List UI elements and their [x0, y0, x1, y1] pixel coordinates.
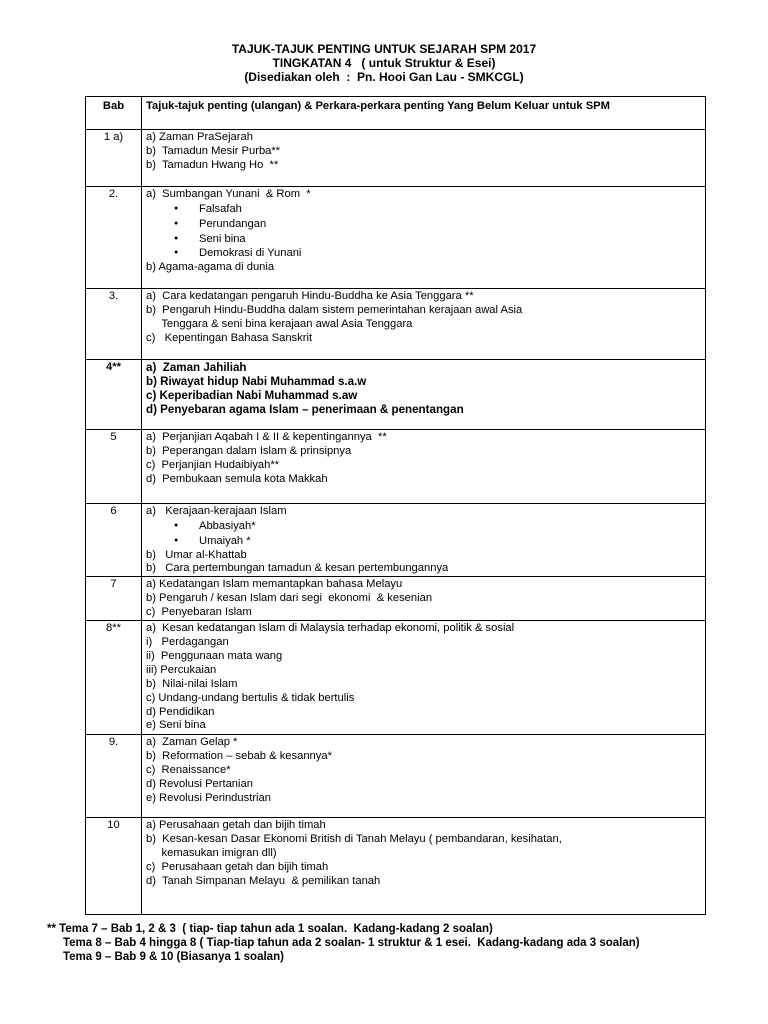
bullet-item: ● Demokrasi di Yunani [146, 246, 701, 261]
bab-number: 2. [86, 187, 142, 289]
topic-line: b) Riwayat hidup Nabi Muhammad s.a.w [146, 374, 367, 388]
column-header-bab: Bab [86, 97, 142, 130]
column-header-topics: Tajuk-tajuk penting (ulangan) & Perkara-perkara penting Yang Belum Keluar untuk SPM [142, 97, 706, 130]
topic-line: c) Perusahaan getah dan bijih timah [146, 860, 329, 873]
bab-number: 5 [86, 430, 142, 504]
topic-line: c) Perjanjian Hudaibiyah** [146, 458, 280, 471]
topic-line: i) Perdagangan [146, 635, 229, 648]
topic-line: b) Umar al-Khattab [146, 548, 247, 561]
bab-number: 9. [86, 735, 142, 818]
topic-line: c) Renaissance* [146, 763, 231, 776]
topic-line: c) Undang-undang bertulis & tidak bertulis [146, 691, 355, 704]
topic-cell [142, 818, 706, 915]
document-author: (Disediakan oleh : Pn. Hooi Gan Lau - SMKCGL) [244, 70, 524, 84]
topic-line: b) Cara pertembungan tamadun & kesan pertembungannya [146, 562, 449, 575]
table-row [86, 289, 706, 360]
topic-line: b) Tamadun Hwang Ho ** [146, 158, 279, 171]
topic-cell [142, 735, 706, 818]
bab-number: 4** [86, 360, 142, 430]
topic-line: a) Cara kedatangan pengaruh Hindu-Buddha ke Asia Tenggara ** [146, 290, 474, 302]
table-row [86, 735, 706, 818]
topic-line: b) Kesan-kesan Dasar Ekonomi British di Tanah Melayu ( pembandaran, kesihatan, [146, 832, 562, 845]
bab-number: 1 a) [86, 130, 142, 187]
topic-line: d) Tanah Simpanan Melayu & pemilikan tanah [146, 874, 381, 887]
table-row [86, 130, 706, 187]
topic-line: b) Agama-agama di dunia [146, 261, 275, 274]
topic-line: Tenggara & seni bina kerajaan awal Asia Tenggara [146, 317, 413, 330]
topic-line: b) Reformation – sebab & kesannya* [146, 749, 332, 762]
table-row [86, 504, 706, 577]
topic-cell [142, 577, 706, 621]
document-subtitle: TINGKATAN 4 ( untuk Struktur & Esei) [272, 56, 496, 70]
topic-line: d) Revolusi Pertanian [146, 777, 253, 790]
topic-line: iii) Percukaian [146, 663, 217, 676]
table-row [86, 360, 706, 430]
topic-line: a) Kedatangan Islam memantapkan bahasa Melayu [146, 578, 403, 591]
table-row [86, 430, 706, 504]
bab-number: 10 [86, 818, 142, 915]
topic-line: c) Keperibadian Nabi Muhammad s.aw [146, 388, 358, 402]
topic-line: a) Zaman Gelap * [146, 736, 238, 749]
document-title: TAJUK-TAJUK PENTING UNTUK SEJARAH SPM 2017 [231, 42, 537, 56]
topic-line: d) Pendidikan [146, 705, 215, 718]
topic-line: a) Zaman PraSejarah [146, 131, 253, 143]
topic-line: c) Penyebaran Islam [146, 606, 252, 619]
bullet-item: ● Umaiyah * [146, 534, 701, 549]
topic-line: d) Penyebaran agama Islam – penerimaan & penentangan [146, 402, 464, 416]
topic-line: e) Seni bina [146, 719, 206, 732]
topics-table [85, 96, 706, 915]
document-header [0, 42, 768, 84]
topic-line: a) Zaman Jahiliah [146, 361, 247, 374]
topic-line: c) Kepentingan Bahasa Sanskrit [146, 331, 313, 344]
topic-line: b) Peperangan dalam Islam & prinsipnya [146, 444, 352, 457]
bab-number: 8** [86, 621, 142, 735]
topic-line: b) Tamadun Mesir Purba** [146, 144, 281, 157]
table-body [86, 130, 706, 915]
topic-line: a) Kesan kedatangan Islam di Malaysia terhadap ekonomi, politik & sosial [146, 622, 515, 635]
topic-cell [142, 289, 706, 360]
topic-line: a) Kerajaan-kerajaan Islam [146, 505, 287, 517]
topic-line: a) Perjanjian Aqabah I & II & kepentingannya ** [146, 431, 387, 443]
topic-line: b) Nilai-nilai Islam [146, 677, 238, 690]
topic-line: b) Pengaruh Hindu-Buddha dalam sistem pemerintahan kerajaan awal Asia [146, 303, 523, 316]
topic-line: a) Perusahaan getah dan bijih timah [146, 819, 326, 832]
topic-line: d) Pembukaan semula kota Makkah [146, 472, 328, 485]
topic-line: a) Sumbangan Yunani & Rom * [146, 188, 311, 200]
bullet-item: ● Seni bina [146, 232, 701, 247]
footnotes [47, 922, 640, 964]
table-row [86, 187, 706, 289]
bullet-item: ● Falsafah [146, 202, 701, 217]
bullet-item: ● Abbasiyah* [146, 519, 701, 534]
topic-line: e) Revolusi Perindustrian [146, 791, 271, 804]
topic-line: ii) Penggunaan mata wang [146, 649, 283, 662]
topic-cell [142, 130, 706, 187]
table-row [86, 577, 706, 621]
topic-line: b) Pengaruh / kesan Islam dari segi ekonomi & kesenian [146, 592, 433, 605]
topic-cell [142, 621, 706, 735]
bab-number: 7 [86, 577, 142, 621]
note-tema-8: Tema 8 – Bab 4 hingga 8 ( Tiap-tiap tahun ada 2 soalan- 1 struktur & 1 esei. Kadang-kadang ada 3 soalan) [47, 937, 640, 949]
table-header-row [86, 97, 706, 130]
bullet-item: ● Perundangan [146, 217, 701, 232]
topic-cell [142, 187, 706, 289]
note-tema-9: Tema 9 – Bab 9 & 10 (Biasanya 1 soalan) [47, 951, 284, 963]
topic-cell [142, 360, 706, 430]
bab-number: 3. [86, 289, 142, 360]
topic-cell [142, 430, 706, 504]
table-row [86, 818, 706, 915]
bab-number: 6 [86, 504, 142, 577]
topic-cell [142, 504, 706, 577]
topic-line: kemasukan imigran dll) [146, 846, 277, 859]
table-row [86, 621, 706, 735]
note-tema-7: ** Tema 7 – Bab 1, 2 & 3 ( tiap- tiap tahun ada 1 soalan. Kadang-kadang 2 soalan) [47, 923, 493, 935]
